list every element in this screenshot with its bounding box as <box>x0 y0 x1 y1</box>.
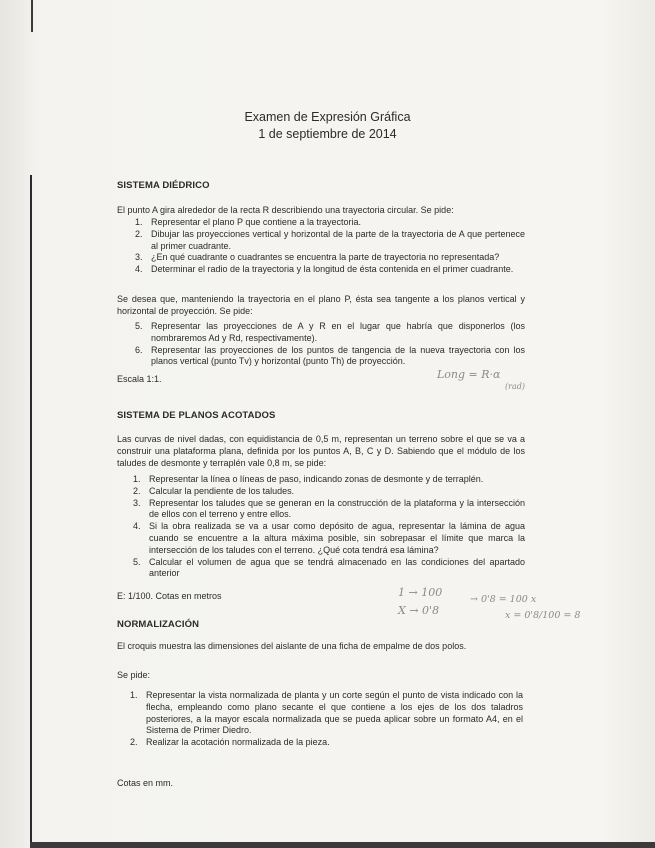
normalizacion-units: Cotas en mm. <box>117 778 174 788</box>
scan-bottom-edge <box>30 842 655 848</box>
scan-mark <box>31 0 33 32</box>
list-item: 4. Determinar el radio de la trayectoria y la longitud de ésta contenida en el primer cuadrante. <box>135 264 514 275</box>
diedrico-scale: Escala 1:1. <box>117 374 162 384</box>
list-item: 3. Representar los taludes que se generan en la construcción de la plataforma y la intersección de ellos con el terreno y entre ellos. <box>133 497 525 520</box>
handwritten-note: X → 0'8 <box>398 604 440 617</box>
handwritten-note: Long = R·α <box>437 368 501 381</box>
list-item: 5. Calcular el volumen de agua que se tendrá almacenado en las condiciones del apartado anterior <box>133 556 525 579</box>
list-item: 2. Dibujar las proyecciones vertical y horizontal de la parte de la trayectoria de A que pertenece al primer cuadrante. <box>135 228 525 251</box>
exam-date: 1 de septiembre de 2014 <box>258 127 397 141</box>
handwritten-note: (rad) <box>505 382 525 391</box>
diedrico-list-2 <box>135 321 525 368</box>
acotados-list <box>133 474 525 580</box>
normalizacion-list <box>130 690 523 749</box>
handwritten-note: 1 → 100 <box>398 586 443 599</box>
list-item: 1. Representar la vista normalizada de planta y un corte según el punto de vista indicado con la flecha, empleando como plano secante el que contiene a los ejes de los dos taladros posteriores, a la mayor escala normalizada que se pueda aplicar sobre un formato A4, en el Sistema de Primer Diedro. <box>130 690 523 736</box>
section-heading-acotados: SISTEMA DE PLANOS ACOTADOS <box>117 410 276 421</box>
diedrico-list <box>135 217 525 276</box>
list-item: 6. Representar las proyecciones de los puntos de tangencia de la nueva trayectoria con los planos vertical (punto Tv) y horizontal (punto Th) de proyección. <box>135 344 525 367</box>
list-item: 5. Representar las proyecciones de A y R en el lugar que habría que disponerlos (los nombraremos Ad y Rd, respectivamente). <box>135 321 525 343</box>
list-item: 1. Representar la línea o líneas de paso, indicando zonas de desmonte y de terraplén. <box>133 474 484 484</box>
list-item: 2. Calcular la pendiente de los taludes. <box>133 485 295 496</box>
list-item: 3. ¿En qué cuadrante o cuadrantes se encuentra la parte de trayectoria no representada? <box>135 252 500 263</box>
list-item: 2. Realizar la acotación normalizada de la pieza. <box>130 737 330 748</box>
acotados-scale: E: 1/100. Cotas en metros <box>117 591 222 601</box>
diedrico-intro: El punto A gira alrededor de la recta R describiendo una trayectoria circular. Se pide: <box>117 205 454 215</box>
section-heading-normalizacion: NORMALIZACIÓN <box>117 619 200 630</box>
list-item: 4. Si la obra realizada se va a usar como depósito de agua, representar la lámina de agua cuando se encuentre a la altura máxima posible, sin sobrepasar el límite que marca la intersección de los taludes con el terreno. ¿Qué cota tendrá esa lámina? <box>133 521 525 555</box>
acotados-intro: Las curvas de nivel dadas, con equidistancia de 0,5 m, representan un terreno sobre el que se va a construir una plataforma plana, definida por los puntos A, B, C y D. Sabiendo que el módulo de los taludes de desmonte y terraplén vale 0,8 m, se pide: <box>117 434 525 468</box>
list-item: 1. Representar el plano P que contiene a la trayectoria. <box>135 217 361 227</box>
normalizacion-intro: El croquis muestra las dimensiones del aislante de una ficha de empalme de dos polos. <box>117 641 467 651</box>
normalizacion-sepide: Se pide: <box>117 670 151 680</box>
handwritten-note: x = 0'8/100 = 8 <box>505 610 581 621</box>
diedrico-middle: Se desea que, manteniendo la trayectoria en el plano P, ésta sea tangente a los planos vertical y horizontal de proyección. Se pide: <box>117 294 525 316</box>
handwritten-note: → 0'8 = 100 x <box>470 594 537 605</box>
scan-binding-edge <box>30 175 32 848</box>
exam-title: Examen de Expresión Gráfica <box>244 110 411 124</box>
section-heading-diedrico: SISTEMA DIÉDRICO <box>117 180 210 191</box>
